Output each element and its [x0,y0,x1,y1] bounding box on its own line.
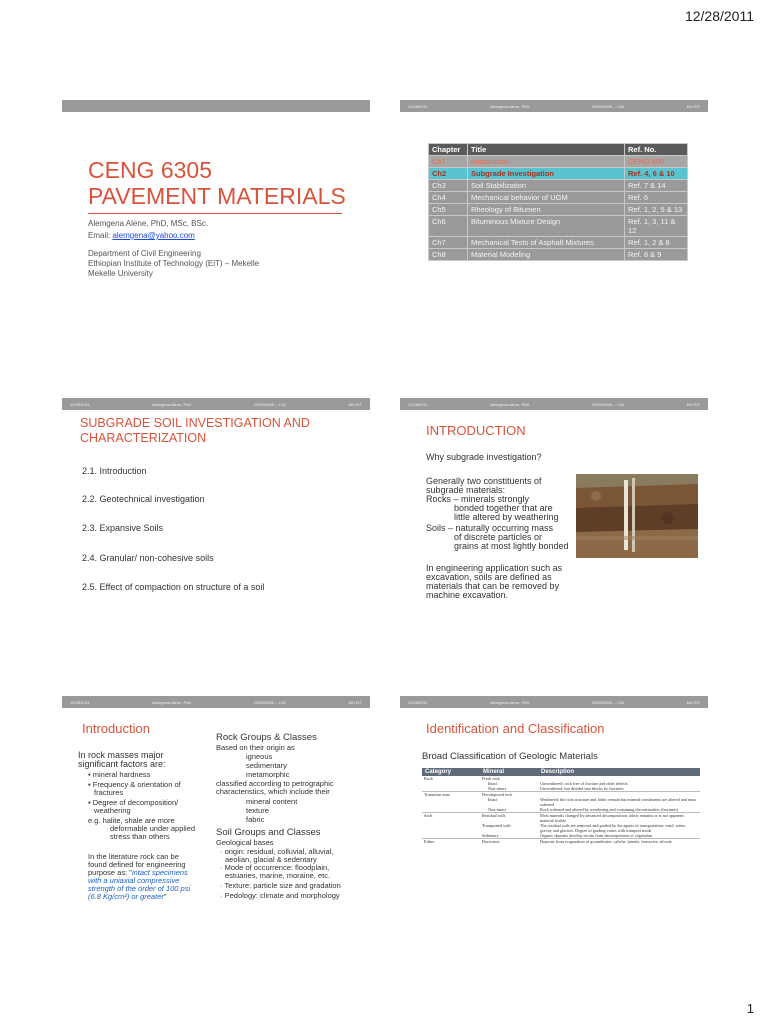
cell [422,823,480,833]
cell: Deposits from evaporation of groundwater: caliche, laterite, ferrocrete, silcrete [538,839,700,845]
cell: Intact [488,797,498,802]
cell: Ch6 [429,216,468,237]
col-ref: Ref. No. [625,144,688,156]
text-line: e.g. halite, shale are more [88,816,175,825]
slide-chapters [400,100,708,330]
subheading: Rock Groups & Classes [216,732,317,743]
text-line: excavation, soils are defined as [426,572,552,582]
bullet-text: Degree of decomposition/ [92,798,179,807]
cell: Either [422,839,480,845]
slide-title-line1: SUBGRADE SOIL INVESTIGATION AND [80,416,310,430]
text-part: origin: residual, colluvial, alluvial, [224,847,334,856]
cell: Ch2 [429,168,468,180]
cell: Residual soils [480,813,538,824]
col-description: Description [538,768,700,776]
cell: Transition zone [422,792,480,798]
bar-author: Alemgena Alene, PhD [490,103,530,109]
bullet-item: ▪ mineral hardness [88,770,151,779]
cell: Non-intact [488,786,506,791]
cell: Rock [424,776,433,781]
table-row [429,237,688,249]
text-part: Texture: particle size and gradation [224,881,341,890]
author-name: Alemgena Alene, PhD, MSc, BSc. [88,219,209,228]
cell [422,797,480,807]
text-line: classified according to petrographic [216,779,334,788]
cell: Ref. 7 & 14 [625,180,688,192]
slide-header-bar [400,100,708,112]
text-line: significant factors are: [78,759,166,769]
cell: Soils [422,813,480,824]
cell: Rheology of Bitumen [468,204,625,216]
toc-item: 2.1. Introduction [82,466,147,476]
cell: Weathered; the rock structure and fabric remain but mineral constituents are altered and mass softened [540,797,697,807]
text-line: of discrete particles or [454,532,543,542]
slide-heading: INTRODUCTION [426,423,526,438]
slide-heading: Identification and Classification [426,721,605,736]
text-line: In engineering application such as [426,563,563,573]
email-line [88,231,195,241]
table-row [429,168,688,180]
cell: Soil Stabilization [468,180,625,192]
slide-header-bar [62,398,370,410]
email-link[interactable]: alemgena@yahoo.com [112,231,195,240]
bar-date: 12/28/2011 [70,699,90,705]
text-line: In rock masses major [78,750,164,760]
course-title: PAVEMENT MATERIALS [88,183,346,209]
toc-item: 2.5. Effect of compaction on structure of a soil [82,582,265,592]
toc-item: 2.4. Granular/ non-cohesive soils [82,553,214,563]
text-part: Mode of occurrence: floodplain, [224,863,330,872]
cell: Rock softened and altered by weathering and containing discontinuities (fractures) [540,807,679,812]
cell: Organic deposits develop in-situ from decomposition of vegetation [540,833,653,838]
email-label: Email: [88,231,113,240]
course-code: CENG 6305 [88,157,213,183]
cell: Mechanical behavior of UGM [468,192,625,204]
quote-text: strength of the order of 100 psi [88,884,191,893]
slide-classification [400,696,708,926]
cell: Fresh rock [482,776,500,781]
text-line: stress than others [110,832,170,841]
bar-date: 12/28/2011 [408,699,428,705]
department: Department of Civil Engineering [88,249,201,258]
cell: The residual soils are removed and graded by the agents of transportation: wind, water, gravity and glaciers. Degree of grading varies with transport mode [540,823,686,833]
text-line: In the literature rock can be [88,852,179,861]
text-line: mineral content [246,797,298,806]
classification-table [422,768,700,844]
text-line: aeolian, glacial & sedentary [225,855,317,864]
text-line: Soils – naturally occurring mass [426,523,554,533]
bullet-text: Frequency & orientation of [92,780,181,789]
page-date: 12/28/2011 [684,8,754,24]
cell: CENG 505 [625,156,688,168]
table-caption: Broad Classification of Geologic Materials [422,751,598,762]
text-line: materials that can be removed by [426,581,560,591]
slide-header-bar [400,398,708,410]
bar-course: CENG6305 -- Ch2 [253,699,287,705]
subheading: Soil Groups and Classes [216,827,321,838]
table-row [422,823,700,833]
institute: Ethiopian Institute of Technology (EiT) – Mekelle [88,259,260,268]
text-line: fabric [246,815,265,824]
cell: Mechanical Tests of Asphalt Mixtures [468,237,625,249]
text-line: · Pedology: climate and morphology [220,891,340,900]
cell: Ch1 [429,156,468,168]
table-row [429,180,688,192]
university: Mekelle University [88,269,153,278]
text-line: · Texture: particle size and gradation [220,881,341,890]
cell: Ref. 4, 6 & 10 [625,168,688,180]
text-line: igneous [246,752,273,761]
text-line: texture [246,806,269,815]
table-row [429,192,688,204]
quote-text: intact specimens [131,868,188,877]
bullet-text: mineral hardness [92,770,151,779]
classification-table-wrap [422,768,700,844]
bullet-item: ▪ Frequency & orientation of [88,780,181,789]
text-line: Based on their origin as [216,743,295,752]
slide-introduction [400,398,708,628]
cell: Ch4 [429,192,468,204]
text-line: characteristics, which include their [216,787,330,796]
table-header [422,768,700,776]
slide-header-bar [62,696,370,708]
slide-rock-intro [62,696,370,926]
text-line: machine excavation. [426,590,509,600]
slide-title-line2: CHARACTERIZATION [80,431,207,445]
bar-course: CENG6305 -- Ch2 [591,103,625,109]
page-number: 1 [746,1001,754,1016]
col-chapter: Chapter [429,144,468,156]
text-line: little altered by weathering [454,512,559,522]
text-line: Generally two constituents of [426,476,542,486]
slide-header-bar [400,696,708,708]
text-line: Geological bases [216,838,274,847]
text-line: Rocks – minerals strongly [426,494,530,504]
bar-author: Alemgena Alene, PhD [152,699,192,705]
cell: Intact [488,781,498,786]
chapter-table-header [429,144,688,156]
text-line: metamorphic [246,770,290,779]
quote-text: (6.8 Kg/cm²) or greater [88,892,164,901]
cell: Ref. 1, 2 & 8 [625,237,688,249]
table-row [422,813,700,824]
chapter-table [428,143,688,261]
cell: Non-intact [488,807,506,812]
text-line: found defined for engineering [88,860,186,869]
bar-course: CENG6305 -- Ch2 [253,401,287,407]
col-title: Title [468,144,625,156]
bullet-item: ▪ Degree of decomposition/ [88,798,179,807]
question: Why subgrade investigation? [426,452,542,462]
text-line: subgrade materials: [426,485,506,495]
cell: Most minerals changed by advanced decomposition: fabric remains or is not apparent: material friable [538,813,700,824]
text-line: · Mode of occurrence: floodplain, [220,863,330,872]
title-underline [88,213,342,214]
cell: Ch7 [429,237,468,249]
cell: Ch8 [429,249,468,261]
cell: Transported soils [482,823,511,828]
bar-date: 12/28/2011 [408,103,428,109]
text-line: estuaries, marine, moraine, etc. [225,871,331,880]
cell: Ref. 1, 2, 5 & 13 [625,204,688,216]
bar-course: CENG6305 -- Ch2 [591,401,625,407]
text-part: " [163,892,167,901]
cell: Introduction [468,156,625,168]
bar-inst: MU EiT [686,699,700,705]
col-mineral: Mineral [480,768,538,776]
table-row [429,216,688,237]
cell: Ref. 8 & 9 [625,249,688,261]
cell: Subgrade Investigation [468,168,625,180]
cell: Unweathered, but divided into blocks by fractures [540,786,624,791]
bar-author: Alemgena Alene, PhD [490,699,530,705]
bar-inst: MU EiT [686,401,700,407]
table-row [422,797,700,807]
cell: Unweathered; rock free of fracture and other defects [540,781,628,786]
text-line: bonded together that are [454,503,553,513]
bar-date: 12/28/2011 [70,401,90,407]
text-line: grains at most lightly bonded [454,541,569,551]
bar-inst: MU EiT [686,103,700,109]
table-row [429,156,688,168]
bar-course: CENG6305 -- Ch2 [591,699,625,705]
cell: Decomposed rock [480,792,538,798]
text-line: sedimentary [246,761,287,770]
col-category: Category [422,768,480,776]
cell: Ref. 6 [625,192,688,204]
cell: Ch3 [429,180,468,192]
slide-heading: Introduction [82,721,150,736]
bar-author: Alemgena Alene, PhD [490,401,530,407]
toc-item: 2.2. Geotechnical investigation [82,494,205,504]
cell: Ref. 1, 3, 11 & 12 [625,216,688,237]
slide-header-bar [62,100,370,112]
cell: Bituminous Mixture Design [468,216,625,237]
table-row [429,249,688,261]
quote-text: with a uniaxial compressive [88,876,180,885]
text-part: Pedology: climate and morphology [224,891,340,900]
cell: Ch5 [429,204,468,216]
bullet-text: fractures [94,788,124,797]
slide-contents [62,398,370,628]
bullet-text: weathering [94,806,131,815]
cell: Duricrusts [480,839,538,845]
bar-date: 12/28/2011 [408,401,428,407]
bar-inst: MU EiT [348,699,362,705]
soil-profile-photo [576,474,698,558]
text-part: purpose as: " [88,868,132,877]
table-row [422,839,700,845]
table-row [429,204,688,216]
slide-title [62,100,370,330]
bar-inst: MU EiT [348,401,362,407]
bar-author: Alemgena Alene, PhD [152,401,192,407]
cell: Material Modeling [468,249,625,261]
text-line: · origin: residual, colluvial, alluvial, [220,847,334,856]
toc-item: 2.3. Expansive Soils [82,523,164,533]
text-line: deformable under applied [110,824,196,833]
cell: Sedentary [482,833,499,838]
text-line [88,893,167,902]
